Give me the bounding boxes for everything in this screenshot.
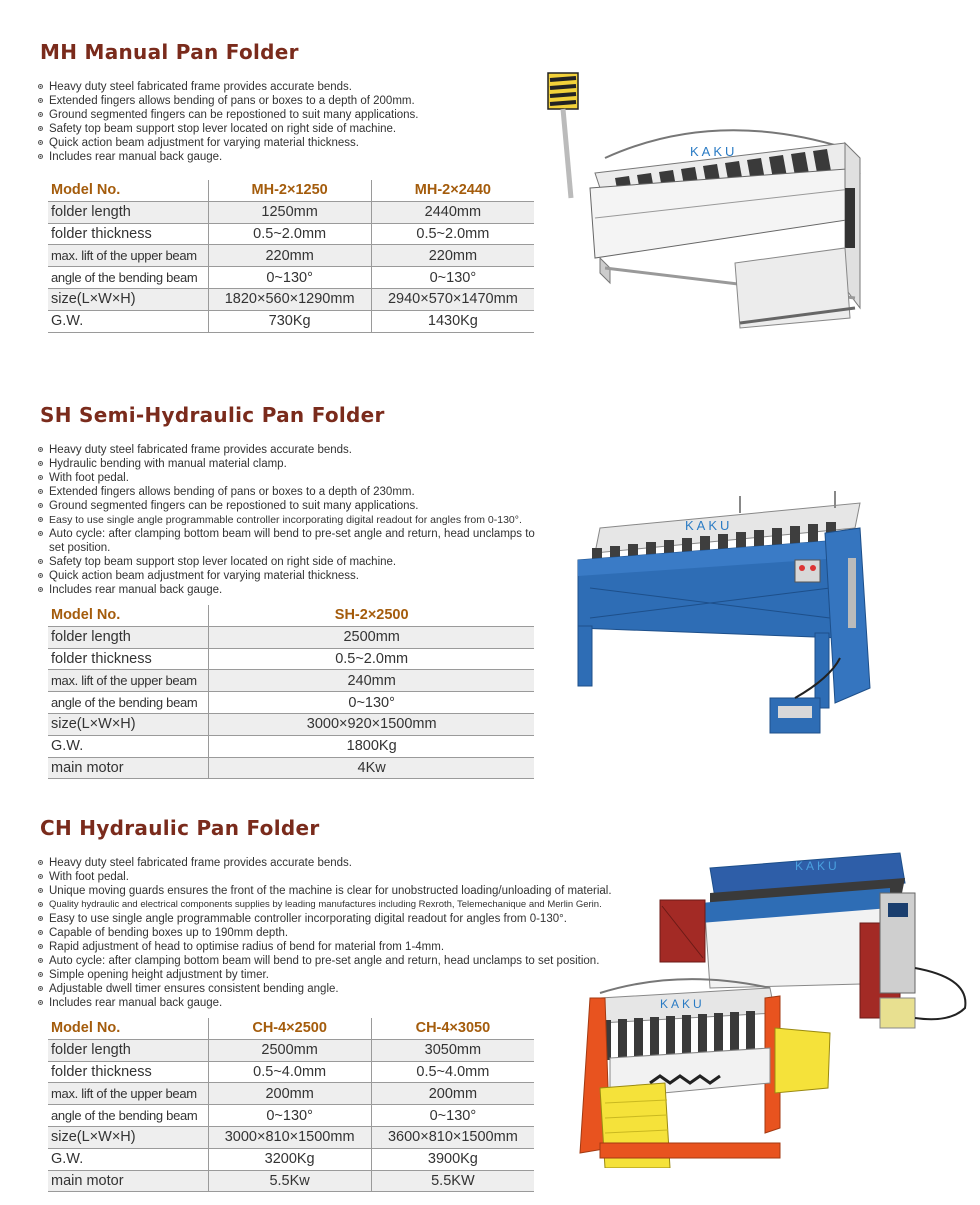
svg-text:KAKU: KAKU	[795, 859, 840, 873]
header-cell: Model No.	[48, 180, 208, 201]
row-label: main motor	[48, 757, 209, 779]
cell-value: 5.5KW	[371, 1170, 534, 1192]
row-label: G.W.	[48, 310, 208, 332]
section-title: CH Hydraulic Pan Folder	[40, 816, 320, 840]
row-label: folder thickness	[48, 1061, 208, 1083]
cell-value: 0.5~2.0mm	[208, 223, 371, 245]
feature-item: Capable of bending boxes up to 190mm depth.	[36, 926, 612, 940]
header-cell: MH-2×2440	[371, 180, 534, 201]
cell-value: 0.5~2.0mm	[209, 648, 534, 670]
table-row	[48, 735, 534, 757]
feature-item: Includes rear manual back gauge.	[36, 996, 612, 1010]
feature-item: Easy to use single angle programmable controller incorporating digital readout for angles from 0-130°.	[36, 513, 549, 527]
cell-value: 3600×810×1500mm	[371, 1126, 534, 1148]
table-row	[48, 692, 534, 714]
feature-item: Safety top beam support stop lever located on right side of machine.	[36, 555, 549, 569]
cell-value: 3900Kg	[371, 1148, 534, 1170]
feature-item: Hydraulic bending with manual material clamp.	[36, 457, 549, 471]
table-row	[48, 1148, 534, 1170]
cell-value: 1820×560×1290mm	[208, 288, 371, 310]
semi-hydraulic-pan-folder-image	[570, 488, 880, 746]
spec-table	[48, 180, 534, 333]
cell-value: 240mm	[209, 670, 534, 692]
table-row	[48, 648, 534, 670]
header-cell: CH-4×3050	[371, 1018, 534, 1039]
row-label: G.W.	[48, 735, 209, 757]
feature-item: Quality hydraulic and electrical components supplies by leading manufactures including Rexroth, Telemechanique and Merlin Gerin.	[36, 898, 612, 912]
row-label: max. lift of the upper beam	[48, 670, 209, 692]
header-cell: CH-4×2500	[208, 1018, 371, 1039]
cell-value: 730Kg	[208, 310, 371, 332]
row-label: angle of the bending beam	[48, 1105, 208, 1127]
header-cell: SH-2×2500	[209, 605, 534, 626]
row-label: main motor	[48, 1170, 208, 1192]
row-label: angle of the bending beam	[48, 267, 208, 289]
table-row	[48, 1061, 534, 1083]
section-title: MH Manual Pan Folder	[40, 40, 299, 64]
table-row	[48, 1083, 534, 1105]
feature-item: Heavy duty steel fabricated frame provides accurate bends.	[36, 443, 549, 457]
cell-value: 1250mm	[208, 201, 371, 223]
cell-value: 200mm	[371, 1083, 534, 1105]
feature-item: Ground segmented fingers can be repostioned to suit many applications.	[36, 108, 419, 122]
cell-value: 0~130°	[208, 1105, 371, 1127]
cell-value: 5.5Kw	[208, 1170, 371, 1192]
table-header-row	[48, 180, 534, 201]
row-label: angle of the bending beam	[48, 692, 209, 714]
feature-item: Safety top beam support stop lever located on right side of machine.	[36, 122, 419, 136]
feature-list	[36, 856, 612, 1010]
feature-item: Includes rear manual back gauge.	[36, 150, 419, 164]
cell-value: 0.5~4.0mm	[208, 1061, 371, 1083]
table-row	[48, 757, 534, 779]
cell-value: 200mm	[208, 1083, 371, 1105]
row-label: folder length	[48, 1039, 208, 1061]
feature-item: Easy to use single angle programmable controller incorporating digital readout for angles from 0-130°.	[36, 912, 612, 926]
feature-item: Heavy duty steel fabricated frame provides accurate bends.	[36, 80, 419, 94]
spec-table	[48, 605, 534, 779]
row-label: folder length	[48, 626, 209, 648]
cell-value: 0~130°	[371, 267, 534, 289]
table-header-row	[48, 605, 534, 626]
table-row	[48, 245, 534, 267]
cell-value: 3000×920×1500mm	[209, 713, 534, 735]
brand-label: KAKU	[660, 997, 705, 1011]
header-cell: Model No.	[48, 605, 209, 626]
feature-item: Quick action beam adjustment for varying material thickness.	[36, 569, 549, 583]
cell-value: 220mm	[371, 245, 534, 267]
feature-item: Simple opening height adjustment by timer.	[36, 968, 612, 982]
feature-item: Unique moving guards ensures the front of the machine is clear for unobstructed loading/unloading of material.	[36, 884, 612, 898]
cell-value: 2440mm	[371, 201, 534, 223]
feature-item: Quick action beam adjustment for varying material thickness.	[36, 136, 419, 150]
cell-value: 2500mm	[209, 626, 534, 648]
row-label: max. lift of the upper beam	[48, 1083, 208, 1105]
table-header-row	[48, 1018, 534, 1039]
feature-item: Auto cycle: after clamping bottom beam will bend to pre-set angle and return, head unclamps to set position.	[36, 954, 612, 968]
row-label: max. lift of the upper beam	[48, 245, 208, 267]
feature-item: With foot pedal.	[36, 870, 612, 884]
feature-item: Auto cycle: after clamping bottom beam will bend to pre-set angle and return, head unclamps to set position.	[36, 527, 549, 555]
table-row	[48, 713, 534, 735]
feature-item: Rapid adjustment of head to optimise radius of bend for material from 1-4mm.	[36, 940, 612, 954]
cell-value: 4Kw	[209, 757, 534, 779]
table-row	[48, 310, 534, 332]
cell-value: 3050mm	[371, 1039, 534, 1061]
cell-value: 1800Kg	[209, 735, 534, 757]
brand-label: KAKU	[690, 144, 738, 159]
cell-value: 0.5~2.0mm	[371, 223, 534, 245]
manual-pan-folder-image	[545, 68, 875, 340]
section-title: SH Semi-Hydraulic Pan Folder	[40, 403, 385, 427]
cell-value: 1430Kg	[371, 310, 534, 332]
row-label: G.W.	[48, 1148, 208, 1170]
table-row	[48, 670, 534, 692]
cell-value: 3200Kg	[208, 1148, 371, 1170]
feature-list	[36, 80, 419, 164]
table-row	[48, 626, 534, 648]
feature-item: Ground segmented fingers can be repostioned to suit many applications.	[36, 499, 549, 513]
row-label: folder thickness	[48, 223, 208, 245]
row-label: folder thickness	[48, 648, 209, 670]
feature-item: Heavy duty steel fabricated frame provides accurate bends.	[36, 856, 612, 870]
table-row	[48, 1105, 534, 1127]
table-row	[48, 1039, 534, 1061]
cell-value: 2940×570×1470mm	[371, 288, 534, 310]
hydraulic-pan-folder-image	[570, 848, 970, 1168]
table-row	[48, 267, 534, 289]
row-label: folder length	[48, 201, 208, 223]
cell-value: 0~130°	[209, 692, 534, 714]
feature-item: Extended fingers allows bending of pans or boxes to a depth of 230mm.	[36, 485, 549, 499]
cell-value: 0~130°	[371, 1105, 534, 1127]
brand-label: KAKU	[685, 518, 733, 533]
row-label: size(L×W×H)	[48, 288, 208, 310]
row-label: size(L×W×H)	[48, 1126, 208, 1148]
table-row	[48, 201, 534, 223]
cell-value: 2500mm	[208, 1039, 371, 1061]
feature-item: Extended fingers allows bending of pans or boxes to a depth of 200mm.	[36, 94, 419, 108]
table-row	[48, 223, 534, 245]
feature-list	[36, 443, 549, 597]
feature-item: Adjustable dwell timer ensures consistent bending angle.	[36, 982, 612, 996]
table-row	[48, 1126, 534, 1148]
spec-table	[48, 1018, 534, 1192]
table-row	[48, 288, 534, 310]
feature-item: With foot pedal.	[36, 471, 549, 485]
header-cell: MH-2×1250	[208, 180, 371, 201]
table-row	[48, 1170, 534, 1192]
cell-value: 0.5~4.0mm	[371, 1061, 534, 1083]
feature-item: Includes rear manual back gauge.	[36, 583, 549, 597]
header-cell: Model No.	[48, 1018, 208, 1039]
cell-value: 3000×810×1500mm	[208, 1126, 371, 1148]
row-label: size(L×W×H)	[48, 713, 209, 735]
cell-value: 0~130°	[208, 267, 371, 289]
cell-value: 220mm	[208, 245, 371, 267]
